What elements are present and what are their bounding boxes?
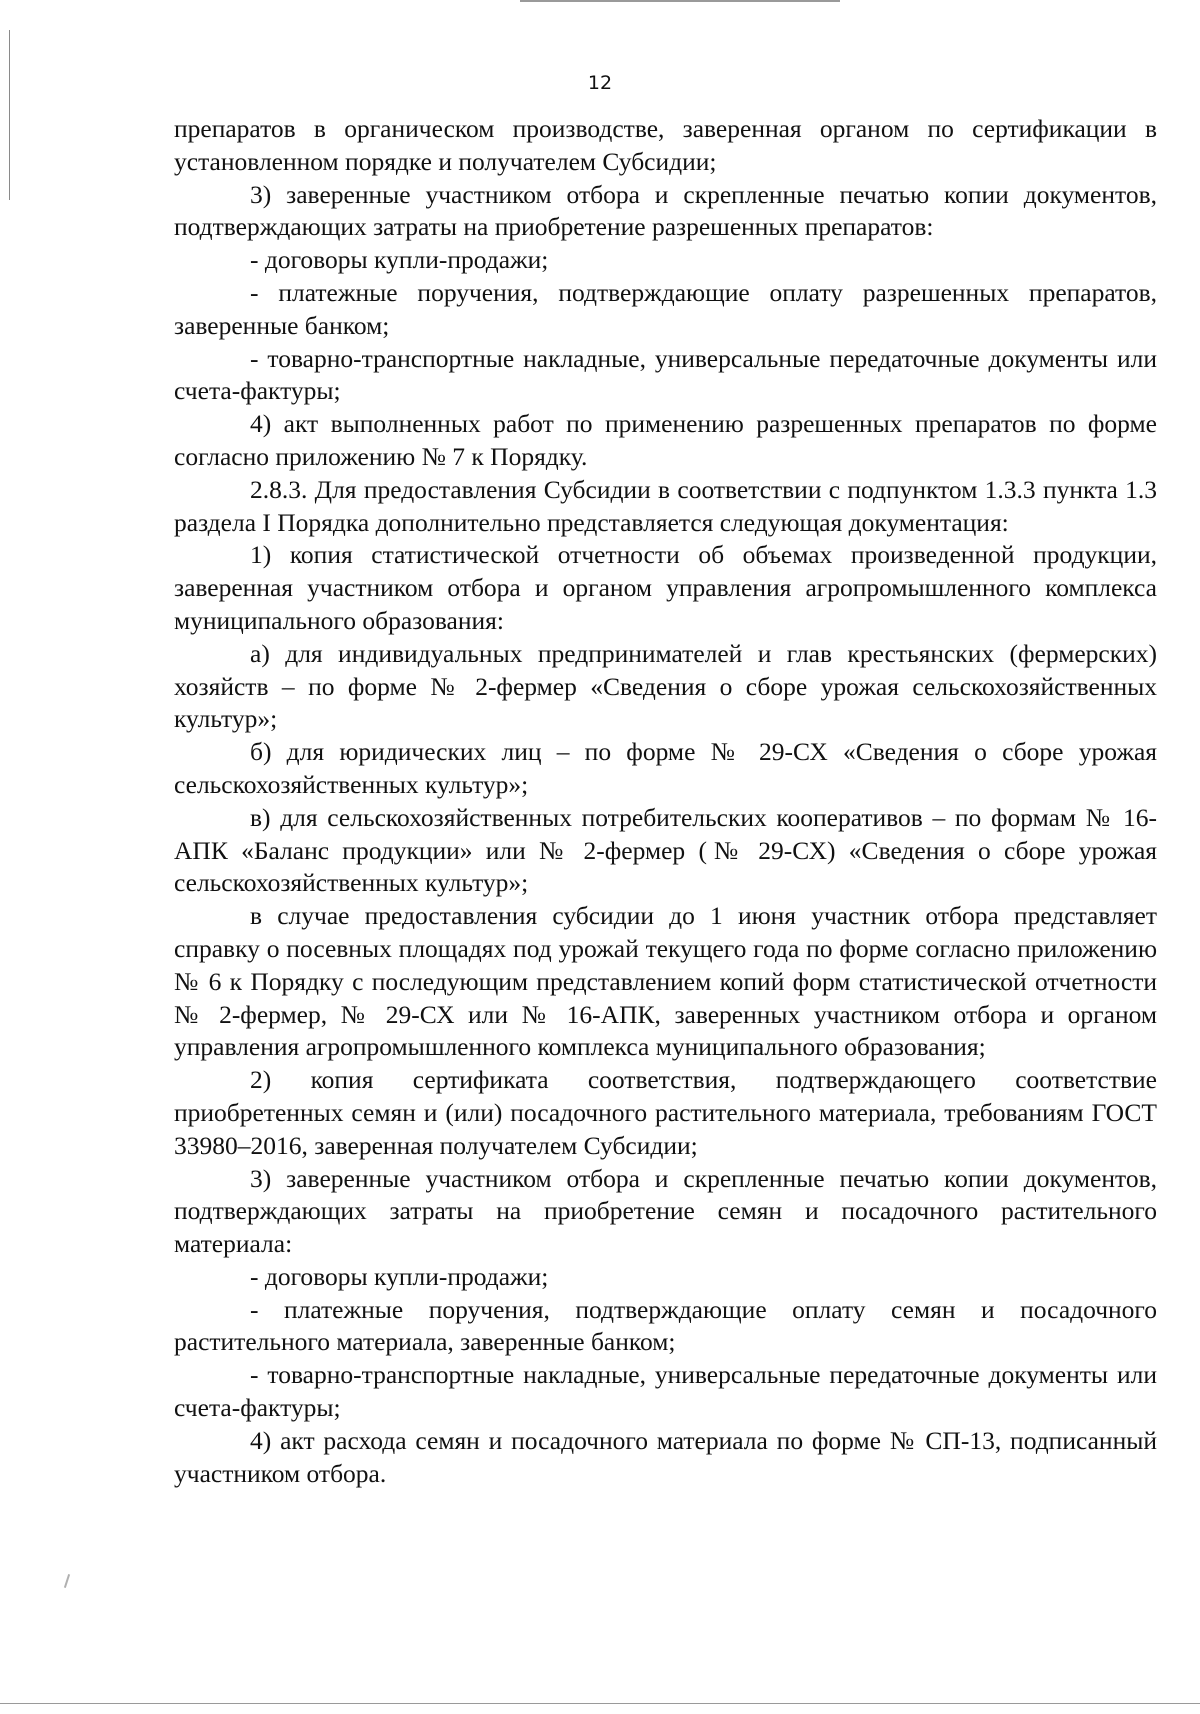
list-item: - договоры купли-продажи; (250, 1261, 549, 1291)
scan-border-bottom (0, 1703, 1200, 1704)
paragraph: 1) копия статистической отчетности об объемах произведенной продукции, заверенная участником отбора и органом управления агропромышленного комплекса муниципального образования: (174, 540, 1157, 635)
page-number: 12 (587, 72, 613, 94)
list-item: - платежные поручения, подтверждающие оплату семян и посадочного растительного материала, заверенные банком; (174, 1294, 1157, 1357)
list-item: - договоры купли-продажи; (250, 245, 549, 275)
paragraph: а) для индивидуальных предпринимателей и глав крестьянских (фермерских) хозяйств – по форме № 2-фермер «Сведения о сборе урожая сельскохозяйственных культур»; (174, 638, 1157, 734)
scan-border-top (520, 0, 840, 2)
paragraph: 4) акт выполненных работ по применению разрешенных препаратов по форме согласно приложению № 7 к Порядку. (174, 409, 1157, 471)
paragraph: 2.8.3. Для предоставления Субсидии в соответствии с подпунктом 1.3.3 пункта 1.3 раздела I Порядка дополнительно представляется следующая документация: (174, 474, 1157, 537)
paragraph: 2) копия сертификата соответствия, подтверждающего соответствие приобретенных семян и (или) посадочного растительного материала, требованиям ГОСТ 33980–2016, заверенная получателем Субсидии; (174, 1065, 1157, 1160)
paragraph: в случае предоставления субсидии до 1 июня участник отбора представляет справку о посевных площадях под урожай текущего года по форме согласно приложению № 6 к Порядку с последующим представлением копий форм статистической отчетности № 2-фермер, № 29-СХ или № 16-АПК, заверенных участником отбора и органом управления агропромышленного комплекса муниципального образования; (174, 901, 1157, 1062)
paragraph: 3) заверенные участником отбора и скрепленные печатью копии документов, подтверждающих затраты на приобретение семян и посадочного растительного материала: (174, 1163, 1157, 1259)
paragraph: 3) заверенные участником отбора и скрепленные печатью копии документов, подтверждающих затраты на приобретение разрешенных препаратов: (174, 179, 1157, 242)
paragraph: в) для сельскохозяйственных потребительских кооперативов – по формам № 16-АПК «Баланс продукции» или № 2-фермер (№ 29-СХ) «Сведения о сборе урожая сельскохозяйственных культур»; (174, 802, 1157, 898)
paragraph: препаратов в органическом производстве, заверенная органом по сертификации в установленном порядке и получателем Субсидии; (174, 114, 1157, 176)
scan-speck (64, 1574, 70, 1588)
list-item: - товарно-транспортные накладные, универсальные передаточные документы или счета-фактуры; (174, 1360, 1157, 1423)
list-item: - платежные поручения, подтверждающие оплату разрешенных препаратов, заверенные банком; (174, 277, 1157, 340)
scan-border-left (9, 30, 10, 200)
paragraph: 4) акт расхода семян и посадочного материала по форме № СП-13, подписанный участником отбора. (174, 1425, 1157, 1488)
list-item: - товарно-транспортные накладные, универсальные передаточные документы или счета-фактуры; (174, 343, 1157, 406)
document-body (174, 113, 1157, 1490)
paragraph: б) для юридических лиц – по форме № 29-СХ «Сведения о сборе урожая сельскохозяйственных культур»; (174, 737, 1157, 799)
